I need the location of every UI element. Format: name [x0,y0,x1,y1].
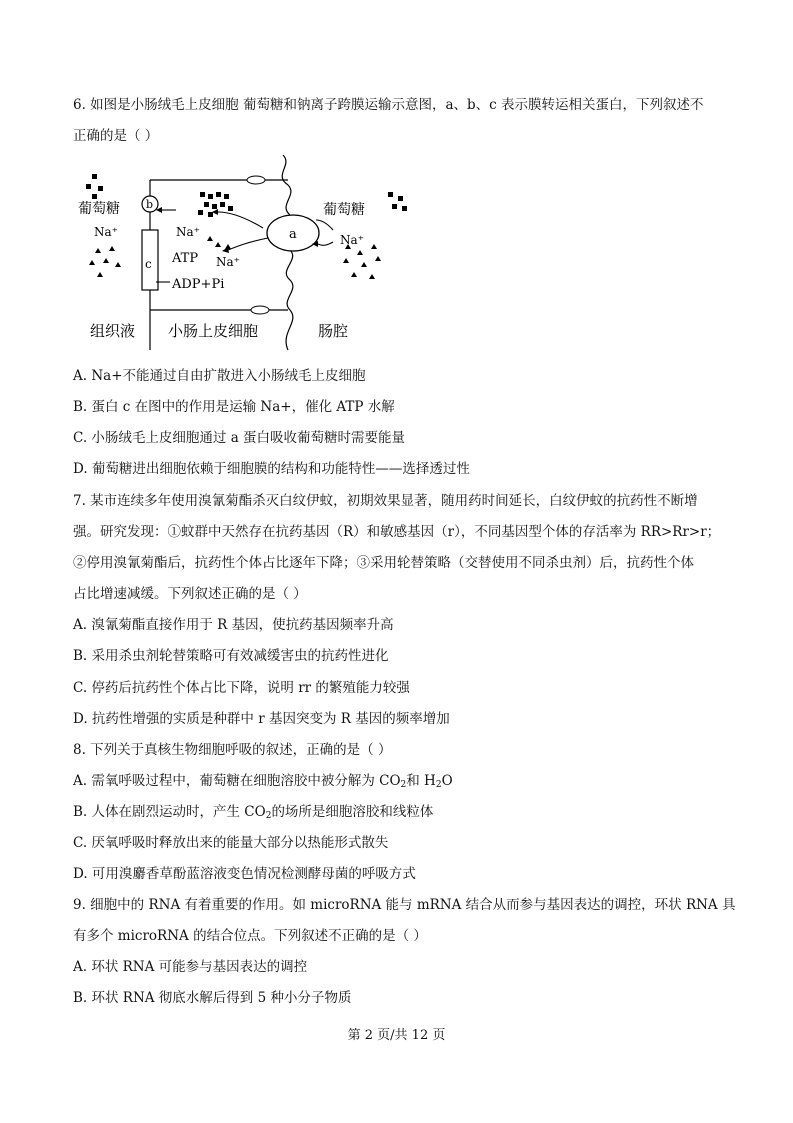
q8-option-a: A. 需氧呼吸过程中，葡萄糖在细胞溶胶中被分解为 $CO_2$和 $H_2O$ [73,773,453,790]
q8-stem: 8. 下列关于真核生物细胞呼吸的叙述，正确的是（ ） [73,742,392,758]
q9-stem-line1: 9. 细胞中的 RNA 有着重要的作用。如 microRNA 能与 mRNA 结合从而参与基因表达的调控，环状 RNA 具 [73,897,736,913]
q9-option-b: B. 环状 RNA 彻底水解后得到 5 种小分子物质 [73,990,352,1006]
na-mid1-label: Na⁺ [176,225,200,239]
label-a: a [289,227,297,242]
arrow-na-in [228,238,268,250]
q9-stem-line2: 有多个 microRNA 的结合位点。下列叙述不正确的是（ ） [73,928,427,944]
tight-junction-bottom [251,306,269,314]
glucose-squares-right [388,192,407,211]
intestinal-lumen-label: 肠腔 [318,322,349,340]
q6-option-b: B. 蛋白 c 在图中的作用是运输 Na+，催化 ATP 水解 [73,399,395,415]
na-left-label: Na⁺ [94,225,118,239]
na-triangles-middle [207,236,231,249]
na-mid2-label: Na⁺ [216,255,240,269]
q6-option-d: D. 葡萄糖进出细胞依赖于细胞膜的结构和功能特性——选择透过性 [73,461,470,477]
q8-option-b: B. 人体在剧烈运动时，产生 $CO_2$的场所是细胞溶胶和线粒体 [73,804,434,821]
microvilli-top [282,155,291,215]
tight-junction-top [247,176,265,184]
adp-label: ADP+Pi [172,277,225,292]
glucose-squares-left [86,174,103,199]
q6-option-a: A. Na+不能通过自由扩散进入小肠绒毛上皮细胞 [73,368,366,384]
arrow-glucose-in [218,212,263,228]
atp-label: ATP [172,251,199,266]
glucose-left-label: 葡萄糖 [78,201,120,217]
epithelial-cell-label: 小肠上皮细胞 [168,322,259,340]
na-right-label: Na⁺ [340,233,364,247]
na-triangles-left [89,246,121,277]
q7-option-c: C. 停药后抗药性个体占比下降，说明 rr 的繁殖能力较强 [73,680,410,696]
q6-stem-line2: 正确的是（ ） [73,128,159,144]
q7-option-b: B. 采用杀虫剂轮替策略可有效减缓害虫的抗药性进化 [73,648,389,664]
q7-option-d: D. 抗药性增强的实质是种群中 r 基因突变为 R 基因的频率增加 [73,711,450,727]
microvilli-bottom [286,250,293,350]
label-c: c [145,257,152,271]
na-triangles-right [343,244,381,279]
q7-option-a: A. 溴氰菊酯直接作用于 R 基因，使抗药基因频率升高 [73,617,394,633]
q7-stem-line3: ②停用溴氰菊酯后，抗药性个体占比逐年下降；③采用轮替策略（交替使用不同杀虫剂）后，抗药性个体 [73,555,694,571]
q6-stem-line1: 6. 如图是小肠绒毛上皮细胞 葡萄糖和钠离子跨膜运输示意图，a、b、c 表示膜转运相关蛋白，下列叙述不 [73,97,704,113]
label-b: b [146,198,154,211]
arrow-right-na [318,242,333,245]
q8-option-c: C. 厌氧呼吸时释放出来的能量大部分以热能形式散失 [73,835,389,851]
q7-stem-line4: 占比增速减缓。下列叙述正确的是（ ） [73,586,307,602]
page-footer: 第 2 页/共 12 页 [347,1028,446,1043]
q6-option-c: C. 小肠绒毛上皮细胞通过 a 蛋白吸收葡萄糖时需要能量 [73,430,406,446]
membrane-transport-figure [78,150,438,355]
q9-option-a: A. 环状 RNA 可能参与基因表达的调控 [73,959,308,975]
q7-stem-line1: 7. 某市连续多年使用溴氰菊酯杀灭白纹伊蚊，初期效果显著，随用药时间延长，白纹伊蚊的抗药性不断增 [73,493,698,509]
glucose-right-label: 葡萄糖 [323,202,365,218]
q8-option-d: D. 可用溴麝香草酚蓝溶液变色情况检测酵母菌的呼吸方式 [73,866,416,882]
tissue-fluid-label: 组织液 [90,322,136,340]
q7-stem-line2: 强。研究发现：①蚊群中天然存在抗药基因（R）和敏感基因（r），不同基因型个体的存活率为 RR>Rr>r； [73,524,721,540]
